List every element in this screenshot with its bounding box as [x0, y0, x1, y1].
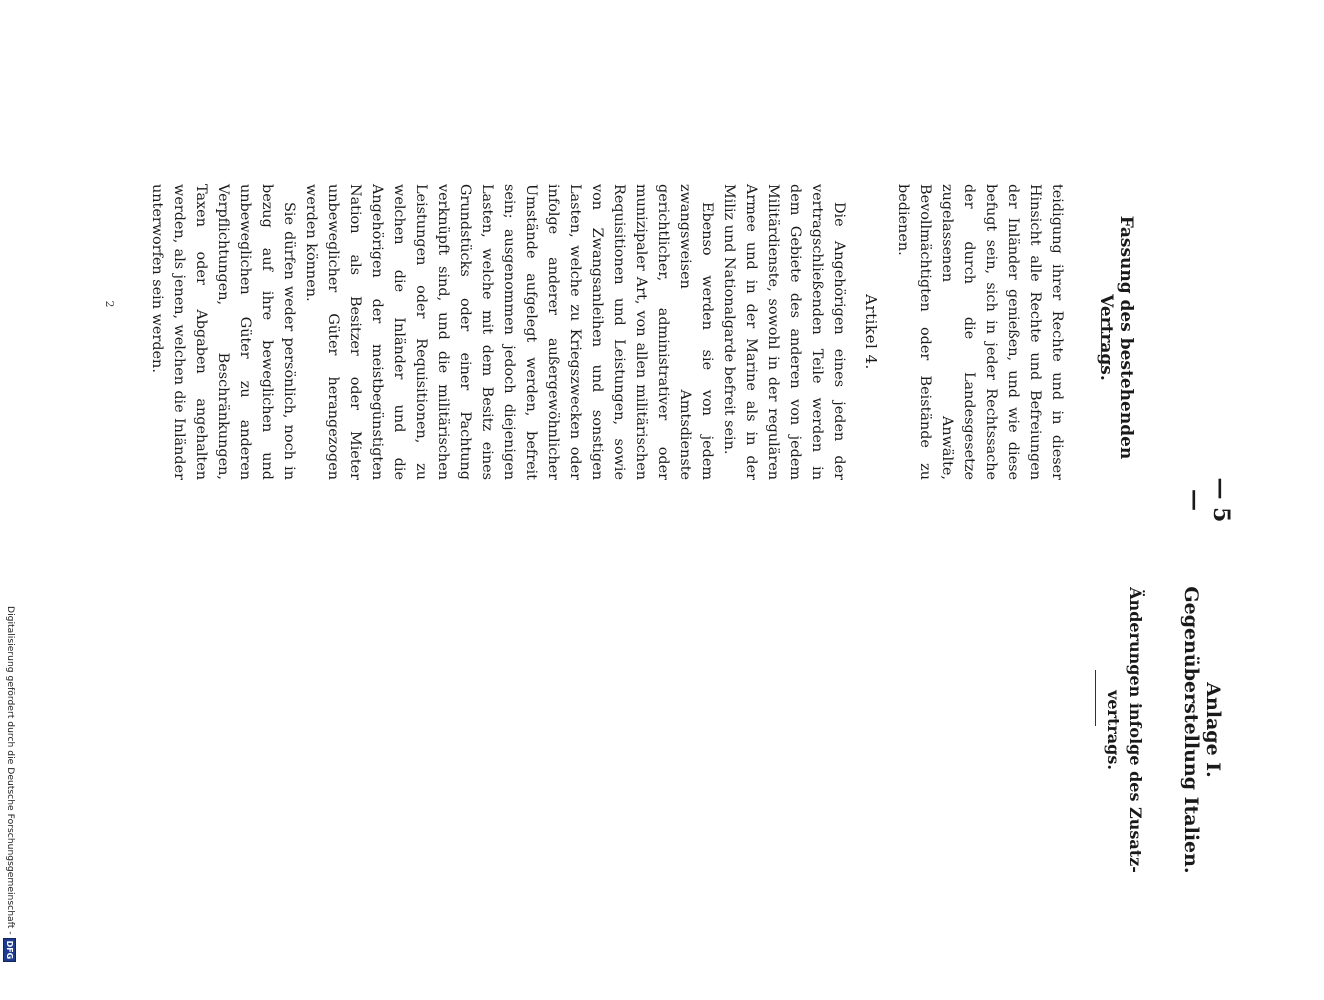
- funding-notice: Digitalisierung gefördert durch die Deutsche Forschungsgemeinschaft -: [5, 606, 16, 935]
- digitization-footer: [2, 606, 18, 996]
- changes-heading: Änderungen infolge des Zusatz-vertrags.: [1104, 587, 1145, 873]
- page-number: — 5 —: [1182, 477, 1234, 523]
- paragraph-military-service: Die Angehörigen eines jeden der vertragschließenden Teile werden in dem Gebiete des anderen von jedem Militärdienste, sowohl in der regulären Armee und in der Marine als in der Miliz und Nationalgarde befreit sein.: [721, 184, 847, 480]
- comparison-title: Gegenüberstellung Italien.: [1180, 586, 1202, 874]
- left-header-rule: [1101, 310, 1102, 366]
- left-column-header: Fassung des bestehenden Vertrags.: [1096, 215, 1136, 460]
- paragraph-obligations: Sie dürfen weder persönlich, noch in bezug auf ihre beweglichen und unbeweglichen Güter zu anderen Verpflichtungen, Beschränkungen, Taxen oder Abgaben angehalten werden, als jenen, welchen die Inländer unterworfen sein werden.: [149, 184, 297, 480]
- paragraph-exemptions: Ebenso werden sie von jedem zwangsweisen Amtsdienste gerichtlicher, administrativer oder munizipaler Art, von allen militärischen Requisitionen und Leistungen, sowie von Zwangsanleihen und sonstigen Lasten, welche zu Kriegszwecken oder infolge anderer außergewöhnlicher Umstände aufgelegt werden, befreit sein; ausgenommen jedoch diejenigen Lasten, welche mit dem Besitz eines Grundstücks oder einer Pachtung verknüpft sind, und die militärischen Leistungen oder Requisitionen, zu welchen die Inländer und die Angehörigen der meistbegünstigten Nation als Besitzer oder Mieter unbeweglicher Güter herangezogen werden können.: [303, 184, 715, 480]
- treaty-text-column: [146, 184, 1068, 480]
- scan-mark: 2: [103, 300, 116, 308]
- paragraph-continuation: teidigung ihrer Rechte und in dieser Hinsicht alle Rechte und Befreiungen der Inländer genießen, und wie diese befugt sein, sich in jeder Rechtssache der durch die Landesgesetze zugelassenen Anwälte, Bevollmächtigten oder Beistände zu bedienen.: [895, 184, 1065, 480]
- right-header-rule: [1095, 670, 1096, 726]
- right-column-header: [1102, 580, 1224, 880]
- dfg-logo: DFG: [4, 938, 17, 963]
- article-heading: Artikel 4.: [862, 294, 880, 370]
- annex-title: Anlage I.: [1202, 682, 1224, 778]
